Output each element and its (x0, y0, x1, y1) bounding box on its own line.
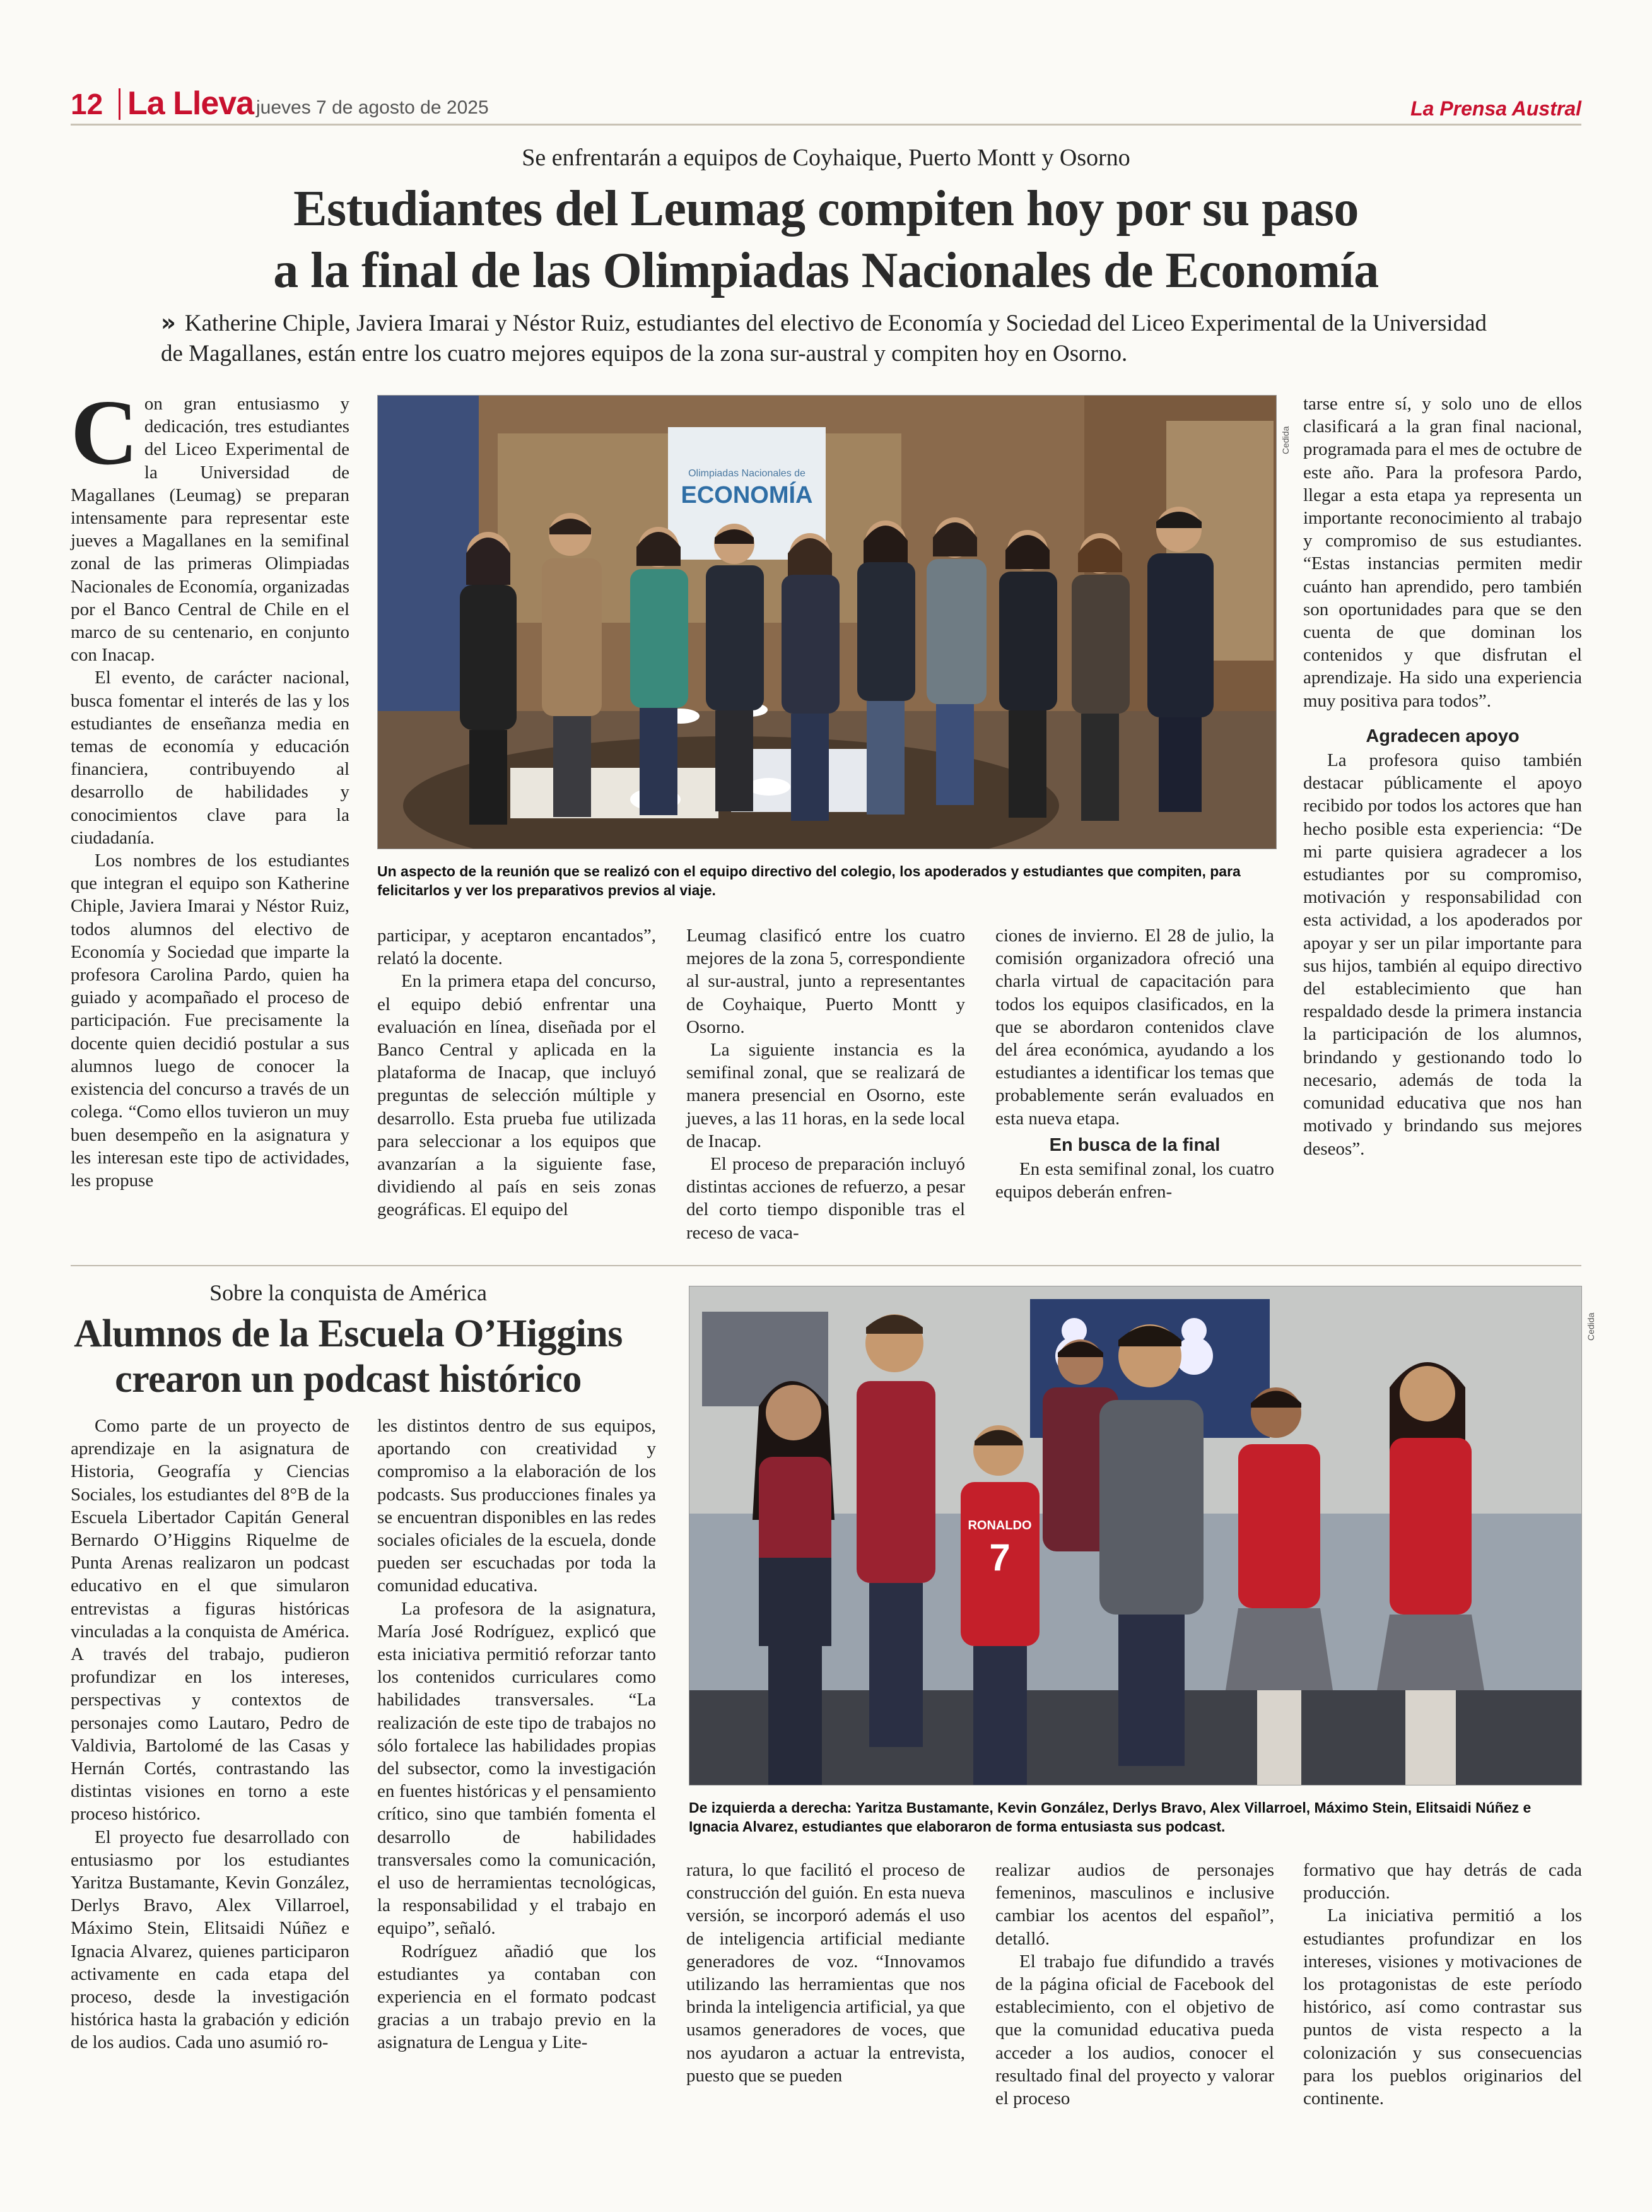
paragraph: tarse entre sí, y solo uno de ellos clasificará a la gran final nacional, programada para el mes de octubre de este año. Para la profesora Pardo, llegar a esta etapa ya representa un importante reconocimiento al trabajo y compromiso de sus estudiantes. “Estas instancias permiten medir cuánto han aprendido, pero también son oportunidades para que se den cuenta de que dominan los contenidos y que disfrutan el aprendizaje. Ha sido una experiencia muy positiva para todos”. (1303, 394, 1582, 711)
story2-headline-line1: Alumnos de la Escuela O’Higgins (74, 1312, 623, 1355)
group-photo-illustration (378, 396, 1276, 849)
story1-column-1 (71, 381, 349, 1192)
paragraph: La profesora de la asignatura, María José Rodríguez, explicó que esta iniciativa permitió reforzar tanto los contenidos curriculares como habilidades transversales. “La realización de este tipo de trabajos no sólo fortalece las habilidades propias del subsector, como la investigación en fuentes históricas y el pensamiento crítico, sino que también fomenta el desarrollo de habilidades transversales como la comunicación, el uso de herramientas tecnológicas, la responsabilidad y el trabajo en equipo”, señaló. (377, 1598, 656, 1939)
story1-headline-line2: a la final de las Olimpiadas Nacionales de Economía (273, 243, 1379, 298)
story2-column-4 (995, 1859, 1274, 2110)
svg-text:Olimpiadas Nacionales de: Olimpiadas Nacionales de (688, 468, 805, 479)
paragraph: El evento, de carácter nacional, busca fomentar el interés de las y los estudiantes de enseñanza media en temas de economía y educación financiera, contribuyendo al desarrollo de habilidades y conocimientos clave para la ciudadanía. (71, 668, 349, 848)
story2-column-5 (1303, 1859, 1582, 2110)
story2-headline-line2: crearon un podcast histórico (115, 1358, 582, 1401)
story1-headline-line1: Estudiantes del Leumag compiten hoy por su paso (293, 181, 1359, 237)
story1-lead-text: Katherine Chiple, Javiera Imarai y Néstor Ruiz, estudiantes del electivo de Economía y Sociedad del Liceo Experimental de la Universidad de Magallanes, están entre los cuatro mejores equipos de la zona sur-austral y compiten hoy en Osorno. (161, 310, 1487, 367)
paragraph: Rodríguez añadió que los estudiantes ya contaban con experiencia en el formato podcast gracias a un trabajo previo en la asignatura de Lengua y Lite- (377, 1941, 656, 2053)
paragraph: En la primera etapa del concurso, el equipo debió enfrentar una evaluación en línea, diseñada por el Banco Central y aplicada en la plataforma de Inacap, que incluyó preguntas de selección múltiple y desarrollo. Esta prueba fue utilizada para seleccionar a los equipos que avanzarían a la siguiente fase, dividiendo al país en seis zonas geográficas. El equipo del (377, 971, 656, 1220)
header-separator (119, 88, 120, 120)
newspaper-name: La Prensa Austral (1410, 97, 1581, 120)
paragraph: realizar audios de personajes femeninos, masculinos e inclusive cambiar los acentos del español”, detalló. (995, 1860, 1274, 1949)
students-photo-illustration (689, 1286, 1581, 1785)
paragraph: Leumag clasificó entre los cuatro mejores de la zona 5, correspondiente al sur-austral, junto a representantes de Coyhaique, Puerto Montt y Osorno. (686, 926, 965, 1037)
story-divider (71, 1265, 1581, 1266)
paragraph: Como parte de un proyecto de aprendizaje en la asignatura de Historia, Geografía y Ciencias Sociales, los estudiantes del 8°B de la Escuela Libertador Capitán General Bernardo O’Higgins Riquelme de Punta Arenas realizaron un podcast educativo en el que simularon entrevistas a figuras históricas vinculadas a la conquista de América. A través del trabajo, pudieron profundizar en los intereses, perspectivas y contextos de personajes como Lautaro, Pedro de Valdivia, Bartolomé de las Casas y Hernán Cortés, contrastando las distintas visiones en torno a este proceso histórico. (71, 1416, 349, 1825)
drop-cap: C (71, 381, 138, 485)
paragraph: En esta semifinal zonal, los cuatro equipos deberán enfren- (995, 1159, 1274, 1203)
svg-text:RONALDO: RONALDO (968, 1519, 1032, 1533)
story2-photo (689, 1286, 1582, 1785)
paragraph: La profesora quiso también destacar públicamente el apoyo recibido por todos los actores que han hecho posible esta experiencia: “De mi parte quisiera agradecer a los estudiantes por su compromiso, motivación y responsabilidad con esta actividad, a los apoderados por apoyar y ser un pilar importante para sus hijos, también al equipo directivo del establecimiento que han respaldado desde la primera instancia la participación de los alumnos, brindando y gestionando todo lo necesario, además de toda la comunidad educativa que nos han motivado y brindando sus mejores deseos”. (1303, 750, 1582, 1159)
lead-arrow-icon: » (161, 309, 176, 336)
paragraph: El trabajo fue difundido a través de la página oficial de Facebook del establecimiento, con el objetivo de que la comunidad educativa pueda acceder a los audios, conocer el resultado final del proyecto y valorar el proceso (995, 1951, 1274, 2109)
story2-headline (71, 1311, 626, 1402)
story1-column-2 (377, 924, 656, 1221)
paragraph: formativo que hay detrás de cada producción. (1303, 1860, 1582, 1903)
header-rule (71, 124, 1581, 126)
page-number: 12 (71, 88, 103, 121)
svg-text:ECONOMÍA: ECONOMÍA (681, 482, 813, 509)
paragraph: La siguiente instancia es la semifinal zonal, que se realizará de manera presencial en Osorno, este jueves, a las 11 horas, en la sede local de Inacap. (686, 1040, 965, 1151)
story2-kicker: Sobre la conquista de América (209, 1280, 487, 1305)
story1-photo (377, 395, 1277, 849)
section-name: La Lleva (127, 85, 254, 122)
paragraph: El proceso de preparación incluyó distintas acciones de refuerzo, a pesar del corto tiempo disponible tras el receso de vaca- (686, 1154, 965, 1243)
paragraph: El proyecto fue desarrollado con entusiasmo por los estudiantes Yaritza Bustamante, Kevin González, Derlys Bravo, Alex Villarroel, Máximo Stein, Elitsaidi Núñez e Ignacia Alvarez, quienes participaron activamente en cada etapa del proceso, desde la investigación histórica hasta la grabación y edición de los audios. Cada uno asumió ro- (71, 1827, 349, 2053)
story2-column-1 (71, 1415, 349, 2054)
paragraph: La iniciativa permitió a los estudiantes profundizar en los intereses, visiones y motivaciones de los protagonistas de este período histórico, así como contrastar sus puntos de vista respecto a la colonización y sus consecuencias para los pueblos originarios del continente. (1303, 1905, 1582, 2109)
story2-column-3 (686, 1859, 965, 2087)
story2-photo-credit: Cedida (1586, 1312, 1596, 1341)
paragraph: ratura, lo que facilitó el proceso de construcción del guión. En esta nueva versión, se incorporó además el uso de inteligencia artificial mediante generadores de voz. “Innovamos utilizando las herramientas que nos brinda la inteligencia artificial, ya que usamos generadores de voces, que nos ayudaron a actuar la entrevista, puesto que se pueden (686, 1860, 965, 2086)
story1-kicker: Se enfrentarán a equipos de Coyhaique, Puerto Montt y Osorno (522, 144, 1130, 171)
paragraph: on gran entusiasmo y dedicación, tres estudiantes del Liceo Experimental de la Universidad de Magallanes (Leumag) se preparan intensamente para representar este jueves a Magallanes en la semifinal zonal de las primeras Olimpiadas Nacionales de Economía, organizadas por el Banco Central de Chile en el marco de su centenario, en conjunto con Inacap. (71, 394, 349, 666)
story1-column-4 (995, 924, 1274, 1203)
svg-text:7: 7 (989, 1536, 1011, 1579)
paragraph: ciones de invierno. El 28 de julio, la comisión organizadora ofreció una charla virtual de capacitación para todos los equipos clasificados, en la que se abordaron contenidos clave del área económica, ayudando a los estudiantes a identificar los temas que probablemente serán evaluados en esta nueva etapa. (995, 926, 1274, 1129)
story1-photo-caption: Un aspecto de la reunión que se realizó con el equipo directivo del colegio, los apoderados y estudiantes que compiten, para felicitarlos y ver los preparativos previos al viaje. (377, 863, 1241, 898)
issue-date: jueves 7 de agosto de 2025 (256, 97, 489, 118)
story1-lead (161, 308, 1508, 369)
story1-headline (126, 178, 1526, 302)
story2-photo-caption: De izquierda a derecha: Yaritza Bustamante, Kevin González, Derlys Bravo, Alex Villarroel, Máximo Stein, Elitsaidi Núñez e Ignacia Alvarez, estudiantes que elaboraron de forma entusiasta sus podcast. (689, 1799, 1532, 1835)
paragraph: Los nombres de los estudiantes que integran el equipo son Katherine Chiple, Javiera Imarai y Néstor Ruiz, todos alumnos del electivo de Economía y Sociedad que imparte la profesora Carolina Pardo, quien ha guiado y acompañado el proceso de participación. Fue precisamente la docente quien decidió postular a sus alumnos luego de conocer la existencia del concurso a través de un colega. “Como ellos tuvieron un muy buen desempeño en la asignatura y les interesan este tipo de actividades, les propuse (71, 850, 349, 1191)
paragraph: les distintos dentro de sus equipos, aportando con creatividad y compromiso a la elaboración de los podcasts. Sus producciones finales ya se encuentran disponibles en las redes sociales oficiales de la escuela, donde pueden ser escuchadas por toda la comunidad educativa. (377, 1416, 656, 1596)
subheading: Agradecen apoyo (1366, 726, 1520, 746)
subheading: En busca de la final (1049, 1134, 1221, 1155)
story1-column-5 (1303, 392, 1582, 1160)
story1-column-3 (686, 924, 965, 1244)
paragraph: participar, y aceptaron encantados”, relató la docente. (377, 926, 656, 969)
story1-photo-credit: Cedida (1280, 426, 1291, 454)
story2-column-2 (377, 1415, 656, 2054)
